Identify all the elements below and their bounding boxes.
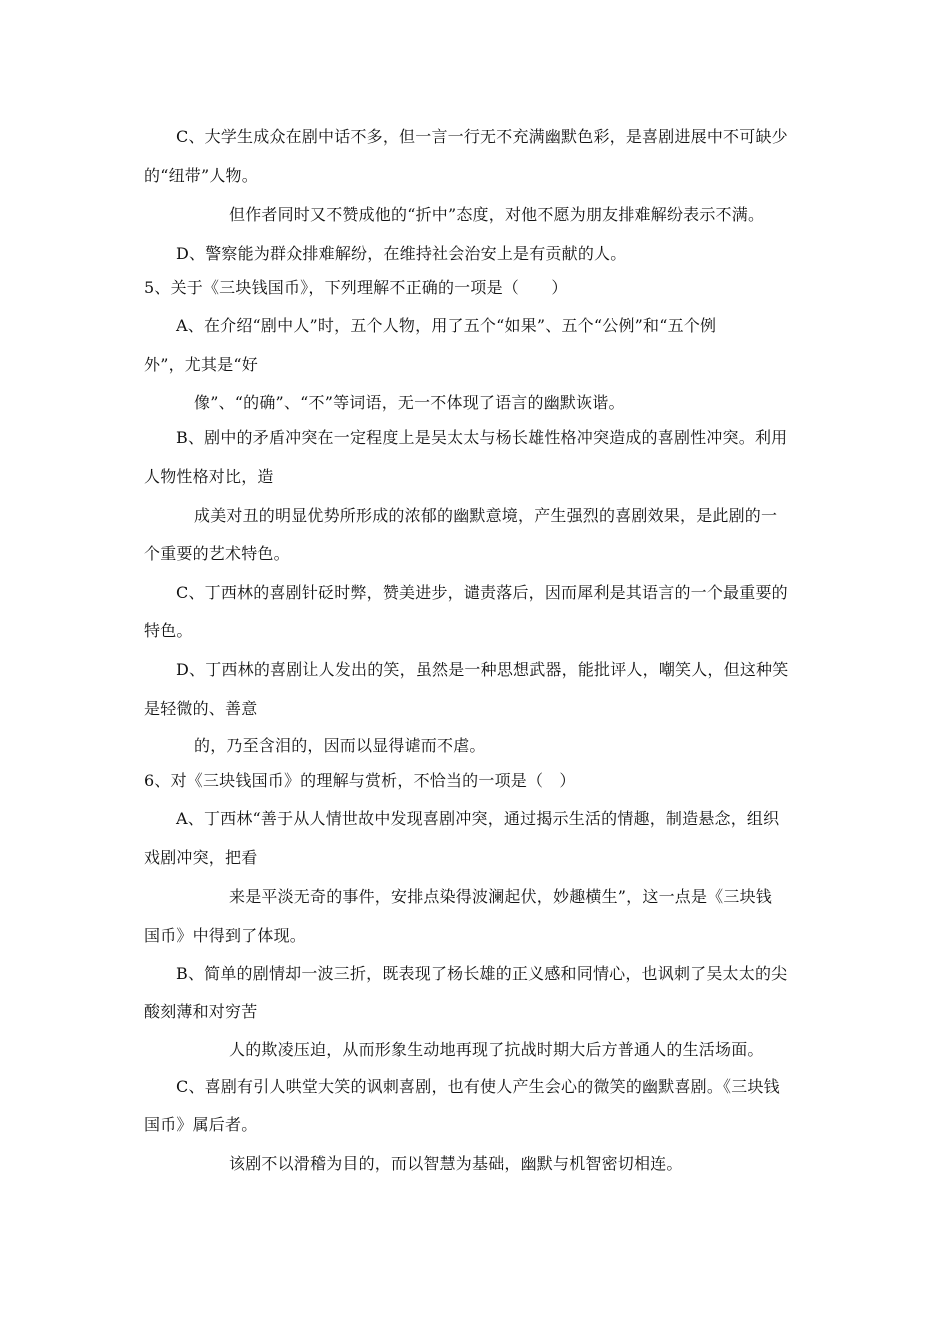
q6-option-a-line-3: 来是平淡无奇的事件，安排点染得波澜起伏，妙趣横生”，这一点是《三块钱: [229, 887, 772, 906]
q6-option-c-line-1: C、喜剧有引人哄堂大笑的讽刺喜剧，也有使人产生会心的微笑的幽默喜剧。《三块钱: [176, 1077, 780, 1096]
q6-option-b-line-1: B、简单的剧情却一波三折，既表现了杨长雄的正义感和同情心，也讽刺了吴太太的尖: [176, 964, 788, 983]
q5-option-b-line-1: B、剧中的矛盾冲突在一定程度上是吴太太与杨长雄性格冲突造成的喜剧性冲突。利用: [176, 428, 788, 447]
q5-option-b-line-4: 个重要的艺术特色。: [144, 544, 290, 563]
q6-option-b-line-2: 酸刻薄和对穷苦: [144, 1002, 258, 1021]
q5-option-d-line-2: 是轻微的、善意: [144, 699, 258, 718]
question-5-title: 5、关于《三块钱国币》，下列理解不正确的一项是（ ）: [144, 278, 568, 297]
q5-option-a-line-1: A、在介绍“剧中人”时，五个人物，用了五个“如果”、五个“公例”和“五个例: [176, 316, 717, 335]
question-6-title: 6、对《三块钱国币》的理解与赏析，不恰当的一项是（ ）: [144, 771, 576, 790]
option-c-line-1: C、大学生成众在剧中话不多，但一言一行无不充满幽默色彩，是喜剧进展中不可缺少: [176, 127, 788, 146]
option-c-line-2: 的“纽带”人物。: [144, 166, 258, 185]
q5-option-c-line-1: C、丁西林的喜剧针砭时弊，赞美进步，谴责落后，因而犀利是其语言的一个最重要的: [176, 583, 788, 602]
q6-option-b-line-3: 人的欺凌压迫，从而形象生动地再现了抗战时期大后方普通人的生活场面。: [229, 1040, 764, 1059]
q5-option-b-line-3: 成美对丑的明显优势所形成的浓郁的幽默意境，产生强烈的喜剧效果，是此剧的一: [194, 506, 778, 525]
q6-option-a-line-2: 戏剧冲突，把看: [144, 848, 258, 867]
q5-option-c-line-2: 特色。: [144, 621, 193, 640]
q5-option-d-line-1: D、丁西林的喜剧让人发出的笑，虽然是一种思想武器，能批评人，嘲笑人，但这种笑: [176, 660, 789, 679]
q6-option-a-line-1: A、丁西林“善于从人情世故中发现喜剧冲突，通过揭示生活的情趣，制造悬念，组织: [176, 809, 780, 828]
q6-option-c-line-3: 该剧不以滑稽为目的，而以智慧为基础，幽默与机智密切相连。: [229, 1154, 683, 1173]
option-c-line-3: 但作者同时又不赞成他的“折中”态度，对他不愿为朋友排难解纷表示不满。: [229, 205, 765, 224]
option-d-line-1: D、警察能为群众排难解纷，在维持社会治安上是有贡献的人。: [176, 244, 627, 263]
q5-option-a-line-3: 像”、“的确”、“不”等词语，无一不体现了语言的幽默诙谐。: [194, 393, 625, 412]
q5-option-d-line-3: 的，乃至含泪的，因而以显得谑而不虐。: [194, 736, 486, 755]
q6-option-c-line-2: 国币》属后者。: [144, 1115, 258, 1134]
q5-option-a-line-2: 外”，尤其是“好: [144, 355, 258, 374]
q5-option-b-line-2: 人物性格对比，造: [144, 467, 274, 486]
q6-option-a-line-4: 国币》中得到了体现。: [144, 926, 307, 945]
